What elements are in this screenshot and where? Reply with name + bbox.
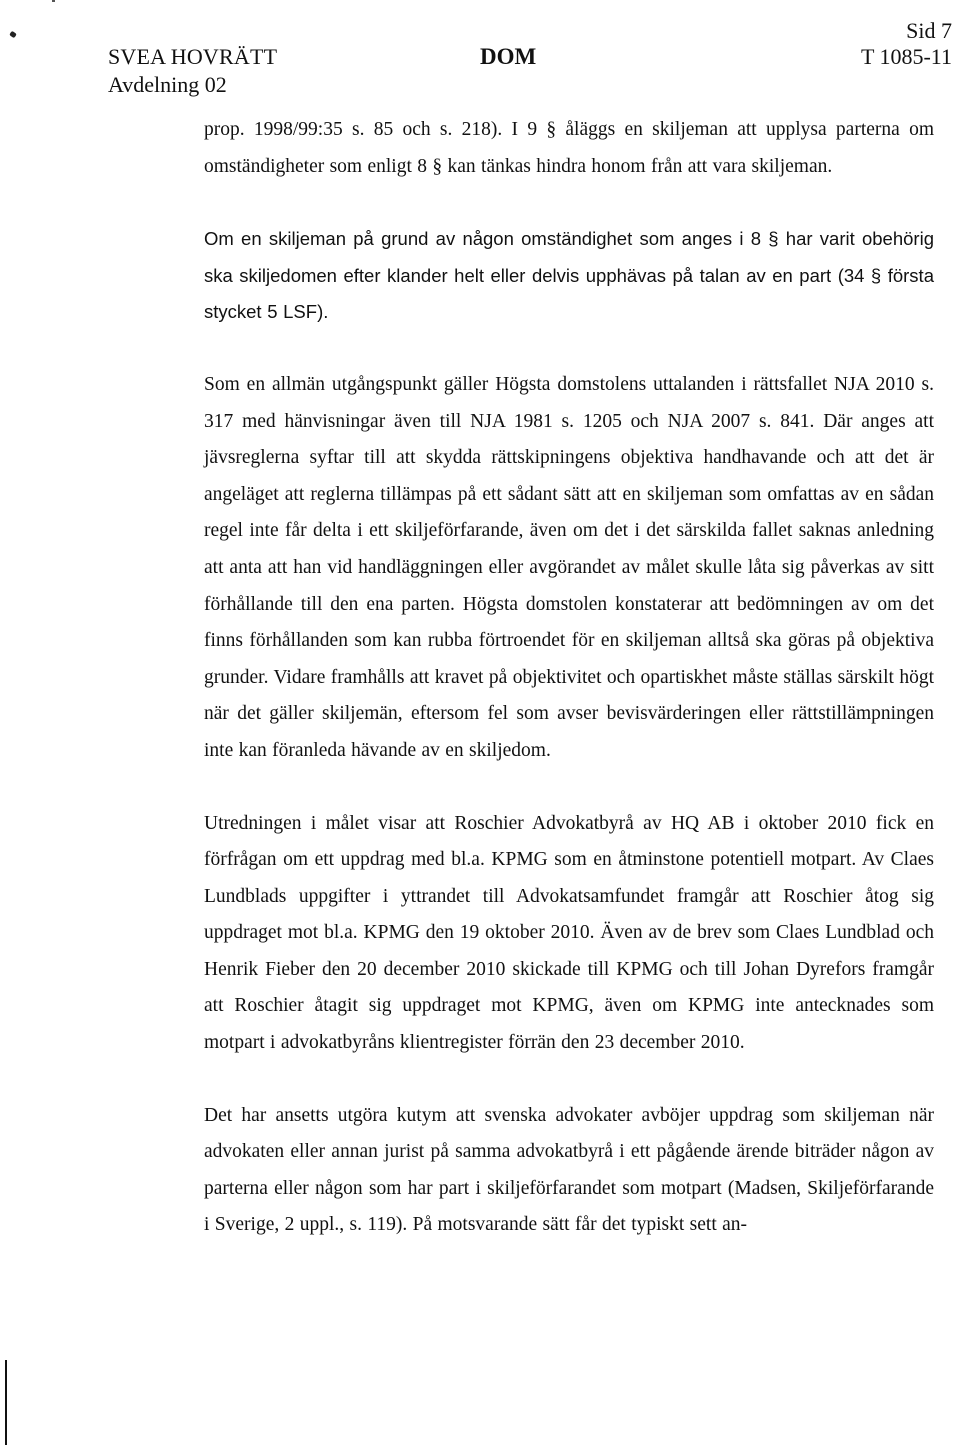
margin-rule — [5, 1360, 7, 1445]
document-type: DOM — [480, 44, 537, 69]
court-name: SVEA HOVRÄTT — [108, 44, 278, 69]
page-header — [0, 0, 960, 110]
paragraph-supreme-court-precedent: Som en allmän utgångspunkt gäller Högsta domstolens uttalanden i rättsfallet NJA 2010 s. 317 med hänvisningar även till NJA 1981 s. 1205 och NJA 2007 s. 841. Där anges att jävsreglerna syftar till att skydda rättskipningens objektiva handhavande och att det är angeläget att reglerna tillämpas på ett sådant sätt att en skiljeman som omfattas av en sådan regel inte får delta i ett skiljeförfarande, även om det i det särskilda fallet saknas anledning att anta att han vid handläggningen eller avgörandet av målet skulle låta sig påverkas av sitt förhållande till den ena parten. Högsta domstolen konstaterar att bedömningen av om det finns förhållanden som kan rubba förtroendet för en skiljeman alltså ska göras på objektiva grunder. Vidare framhålls att kravet på objektivitet och opartiskhet måste ställas särskilt högt när det gäller skiljemän, eftersom fel som avser bevisvärderingen eller rättstillämpningen inte kan föranleda hävande av en skiljedom. — [204, 373, 934, 761]
paragraph-advocate-custom: Det har ansetts utgöra kutym att svenska advokater avböjer uppdrag som skiljeman när advokaten eller annan jurist på samma advokatbyrå i ett pågående ärende biträder någon av parterna eller någon som har part i skiljeförfarandet som motpart (Madsen, Skiljeförfarande i Sverige, 2 uppl., s. 119). På motsvarande sätt får det typiskt sett an- — [204, 1104, 934, 1236]
paragraph-citation-continuation: prop. 1998/99:35 s. 85 och s. 218). I 9 § åläggs en skiljeman att upplysa parterna om omständigheter som enligt 8 § kan tänkas hindra honom från att vara skiljeman. — [204, 119, 934, 177]
court-division: Avdelning 02 — [108, 72, 227, 97]
page-number: Sid 7 — [906, 18, 952, 43]
case-number: T 1085-11 — [860, 44, 952, 69]
document-body — [204, 112, 934, 1244]
paragraph-investigation-findings: Utredningen i målet visar att Roschier Advokatbyrå av HQ AB i oktober 2010 fick en förfrågan om ett uppdrag med bl.a. KPMG som en åtminstone potentiell motpart. Av Claes Lundblads uppgifter i yttrandet till Advokatsamfundet framgår att Roschier åtog sig uppdraget mot bl.a. KPMG den 19 oktober 2010. Även av de brev som Claes Lundblad och Henrik Fieber den 20 december 2010 skickade till KPMG och till Johan Dyrefors framgår att Roschier åtagit sig uppdraget mot KPMG, även om KPMG inte antecknades som motpart i advokatbyråns klientregister förrän den 23 december 2010. — [204, 812, 934, 1054]
paragraph-disqualification: Om en skiljeman på grund av någon omständighet som anges i 8 § har varit obehörig ska skiljedomen efter klander helt eller delvis upphävas på talan av en part (34 § första stycket 5 LSF). — [204, 228, 934, 323]
